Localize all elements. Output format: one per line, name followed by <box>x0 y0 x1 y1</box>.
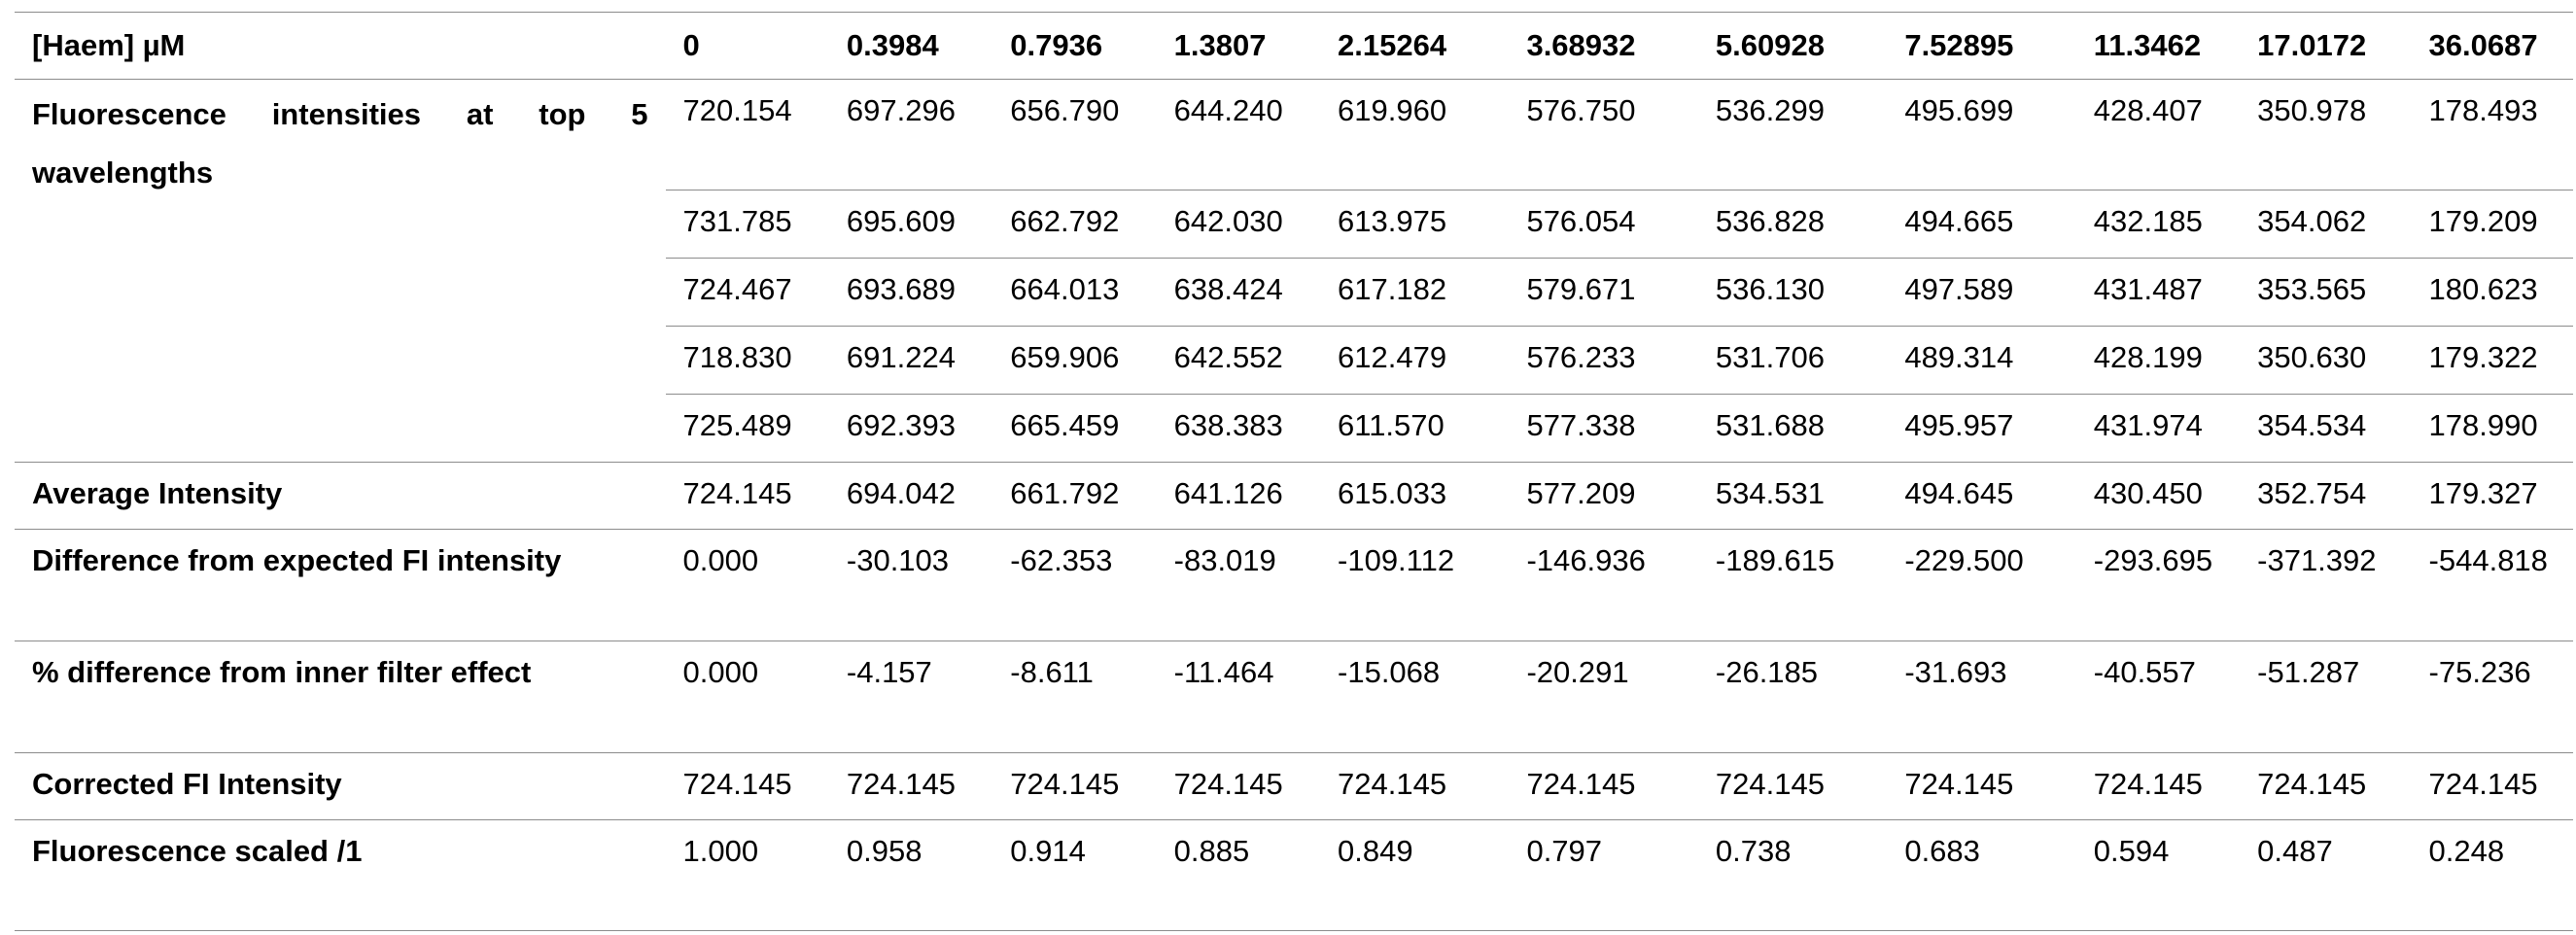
percent-difference-label: % difference from inner filter effect <box>32 655 532 689</box>
table-cell: -11.464 <box>1173 655 1274 689</box>
table-cell: 661.792 <box>1010 476 1120 510</box>
fluorescence-label: Fluorescence intensities at top 5 wavelengths <box>32 97 648 190</box>
table-cell: 536.130 <box>1698 259 1887 327</box>
table-cell: 665.459 <box>992 395 1156 463</box>
table-cell: -371.392 <box>2257 543 2377 577</box>
table-cell: 531.688 <box>1698 395 1887 463</box>
header-label: [Haem] µM <box>32 28 186 62</box>
table-cell: 613.975 <box>1320 190 1509 259</box>
table-cell: 494.645 <box>1904 476 2014 510</box>
table-cell: 641.126 <box>1173 476 1283 510</box>
header-concentration: 1.3807 <box>1173 28 1267 62</box>
table-cell: 697.296 <box>846 93 956 127</box>
table-cell: 179.209 <box>2412 190 2573 259</box>
table-cell: 0.487 <box>2257 834 2333 868</box>
table-cell: -229.500 <box>1904 543 2024 577</box>
table-cell: 644.240 <box>1173 93 1283 127</box>
table-cell: -544.818 <box>2428 543 2548 577</box>
table-cell: 662.792 <box>992 190 1156 259</box>
table-cell: 179.322 <box>2412 327 2573 395</box>
table-cell: 428.407 <box>2093 93 2203 127</box>
table-cell: 353.565 <box>2240 259 2411 327</box>
table-cell: -40.557 <box>2093 655 2196 689</box>
table-cell: 354.062 <box>2240 190 2411 259</box>
table-cell: 691.224 <box>829 327 992 395</box>
table-cell: 718.830 <box>666 327 829 395</box>
table-cell: 0.594 <box>2093 834 2170 868</box>
table-cell: 724.145 <box>846 767 956 801</box>
table-cell: 724.145 <box>1173 767 1283 801</box>
table-cell: 576.750 <box>1526 93 1636 127</box>
table-cell: 724.145 <box>1526 767 1636 801</box>
table-cell: 576.054 <box>1509 190 1697 259</box>
table-cell: 638.383 <box>1157 395 1320 463</box>
difference-row <box>15 530 2573 641</box>
header-concentration: 11.3462 <box>2093 28 2202 62</box>
table-cell: -109.112 <box>1338 543 1455 577</box>
table-cell: 350.978 <box>2257 93 2367 127</box>
table-cell: -15.068 <box>1338 655 1441 689</box>
table-cell: 724.145 <box>1715 767 1825 801</box>
table-cell: 664.013 <box>992 259 1156 327</box>
table-cell: -83.019 <box>1173 543 1276 577</box>
corrected-row <box>15 753 2573 820</box>
table-cell: 0.248 <box>2428 834 2505 868</box>
table-cell: 0.738 <box>1715 834 1792 868</box>
header-concentration: 2.15264 <box>1338 28 1447 62</box>
table-cell: 0.000 <box>682 543 759 577</box>
table-cell: 431.974 <box>2076 395 2240 463</box>
table-cell: 724.145 <box>1010 767 1120 801</box>
table-cell: 617.182 <box>1320 259 1509 327</box>
table-cell: 428.199 <box>2076 327 2240 395</box>
table-cell: 1.000 <box>682 834 759 868</box>
table-cell: 0.683 <box>1904 834 1980 868</box>
average-row <box>15 463 2573 530</box>
data-table-container <box>15 12 2573 931</box>
table-cell: -31.693 <box>1904 655 2007 689</box>
table-cell: -62.353 <box>1010 543 1113 577</box>
table-cell: 0.885 <box>1173 834 1250 868</box>
table-cell: 180.623 <box>2412 259 2573 327</box>
table-cell: 577.338 <box>1509 395 1697 463</box>
table-cell: 494.665 <box>1887 190 2075 259</box>
table-cell: 656.790 <box>1010 93 1120 127</box>
table-cell: 724.145 <box>682 767 792 801</box>
table-cell: 724.145 <box>2257 767 2367 801</box>
table-cell: -189.615 <box>1715 543 1835 577</box>
table-cell: 0.958 <box>846 834 922 868</box>
table-cell: 724.145 <box>2428 767 2538 801</box>
table-cell: 497.589 <box>1887 259 2075 327</box>
table-cell: 0.914 <box>1010 834 1086 868</box>
table-cell: -75.236 <box>2428 655 2531 689</box>
fluorescence-row <box>15 80 2573 190</box>
scaled-row <box>15 820 2573 931</box>
table-cell: 534.531 <box>1715 476 1825 510</box>
table-cell: -4.157 <box>846 655 932 689</box>
table-cell: 536.828 <box>1698 190 1887 259</box>
table-cell: 495.957 <box>1887 395 2075 463</box>
corrected-label: Corrected FI Intensity <box>32 767 342 801</box>
table-cell: 693.689 <box>829 259 992 327</box>
average-label: Average Intensity <box>32 476 283 510</box>
header-concentration: 7.52895 <box>1904 28 2014 62</box>
header-concentration: 3.68932 <box>1526 28 1636 62</box>
table-cell: -26.185 <box>1715 655 1819 689</box>
header-row <box>15 13 2573 80</box>
table-cell: 350.630 <box>2240 327 2411 395</box>
difference-label: Difference from expected FI intensity <box>32 543 562 577</box>
table-cell: 642.030 <box>1157 190 1320 259</box>
table-cell: 0.849 <box>1338 834 1413 868</box>
table-cell: -146.936 <box>1526 543 1646 577</box>
table-cell: 179.327 <box>2428 476 2538 510</box>
table-cell: -293.695 <box>2093 543 2213 577</box>
table-cell: 694.042 <box>846 476 956 510</box>
table-cell: 431.487 <box>2076 259 2240 327</box>
table-cell: 642.552 <box>1157 327 1320 395</box>
table-cell: 432.185 <box>2076 190 2240 259</box>
table-cell: 724.467 <box>666 259 829 327</box>
table-cell: 724.145 <box>1338 767 1447 801</box>
table-cell: -20.291 <box>1526 655 1629 689</box>
table-cell: 579.671 <box>1509 259 1697 327</box>
table-cell: 536.299 <box>1715 93 1825 127</box>
header-concentration: 0.3984 <box>846 28 939 62</box>
table-cell: 724.145 <box>2093 767 2203 801</box>
table-cell: 612.479 <box>1320 327 1509 395</box>
table-cell: 495.699 <box>1904 93 2014 127</box>
table-cell: 720.154 <box>682 93 792 127</box>
table-cell: -51.287 <box>2257 655 2360 689</box>
table-cell: 725.489 <box>666 395 829 463</box>
table-cell: 659.906 <box>992 327 1156 395</box>
table-cell: 724.145 <box>1904 767 2014 801</box>
table-cell: 178.493 <box>2428 93 2538 127</box>
table-cell: 430.450 <box>2093 476 2203 510</box>
haem-fluorescence-table <box>15 12 2573 931</box>
table-cell: 531.706 <box>1698 327 1887 395</box>
table-cell: 638.424 <box>1157 259 1320 327</box>
header-concentration: 36.0687 <box>2428 28 2538 62</box>
table-cell: 0.797 <box>1526 834 1603 868</box>
table-cell: 695.609 <box>829 190 992 259</box>
table-cell: 576.233 <box>1509 327 1697 395</box>
header-concentration: 5.60928 <box>1715 28 1825 62</box>
header-concentration: 0.7936 <box>1010 28 1103 62</box>
table-cell: -30.103 <box>846 543 950 577</box>
table-cell: 352.754 <box>2257 476 2367 510</box>
table-cell: 611.570 <box>1320 395 1509 463</box>
table-cell: 731.785 <box>666 190 829 259</box>
table-cell: 489.314 <box>1887 327 2075 395</box>
header-concentration: 17.0172 <box>2257 28 2367 62</box>
table-cell: 692.393 <box>829 395 992 463</box>
scaled-label: Fluorescence scaled /1 <box>32 834 363 868</box>
table-cell: 619.960 <box>1338 93 1447 127</box>
table-cell: -8.611 <box>1010 655 1094 689</box>
percent-difference-row <box>15 641 2573 753</box>
table-cell: 0.000 <box>682 655 759 689</box>
table-cell: 178.990 <box>2412 395 2573 463</box>
table-cell: 577.209 <box>1526 476 1636 510</box>
table-cell: 354.534 <box>2240 395 2411 463</box>
table-cell: 615.033 <box>1338 476 1447 510</box>
header-concentration: 0 <box>682 28 700 62</box>
table-cell: 724.145 <box>682 476 792 510</box>
